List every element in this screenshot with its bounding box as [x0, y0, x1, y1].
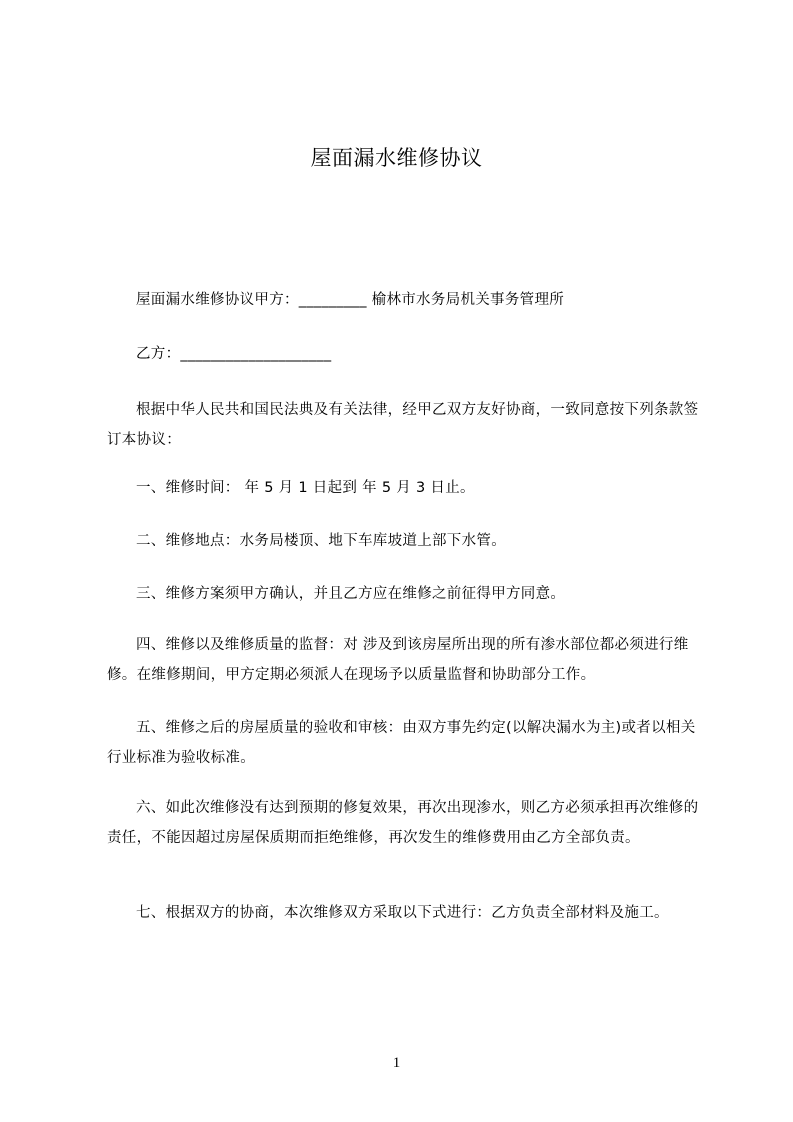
- document-title: 屋面漏水维修协议: [310, 146, 483, 170]
- clause-6: 六、如此次维修没有达到预期的修复效果，再次出现渗水，则乙方必须承担再次维修的责任，不能因超过房屋保质期而拒绝维修，再次发生的维修费用由乙方全部负责。: [107, 800, 699, 846]
- clause-7: 七、根据双方的协商，本次维修双方采取以下式进行：乙方负责全部材料及施工。: [136, 905, 669, 921]
- clause-5: 五、维修之后的房屋质量的验收和审核：由双方事先约定(以解决漏水为主)或者以相关行业标准为验收标准。: [107, 720, 696, 766]
- clause-2: 二、维修地点：水务局楼顶、地下车库坡道上部下水管。: [136, 533, 506, 549]
- page-number: 1: [392, 1055, 401, 1071]
- clause-1: 一、维修时间： 年 5 月 1 日起到 年 5 月 3 日止。: [136, 480, 475, 496]
- party-b-line: 乙方：____________________: [136, 346, 332, 362]
- party-a-line: 屋面漏水维修协议甲方：_________ 榆林市水务局机关事务管理所: [136, 292, 565, 308]
- clause-4: 四、维修以及维修质量的监督：对 涉及到该房屋所出现的所有渗水部位都必须进行维修。在维修期间，甲方定期必须派人在现场予以质量监督和协助部分工作。: [107, 637, 689, 683]
- clause-3: 三、维修方案须甲方确认，并且乙方应在维修之前征得甲方同意。: [136, 586, 566, 602]
- intro-paragraph: 根据中华人民共和国民法典及有关法律，经甲乙双方友好协商，一致同意按下列条款签订本协议：: [107, 402, 699, 448]
